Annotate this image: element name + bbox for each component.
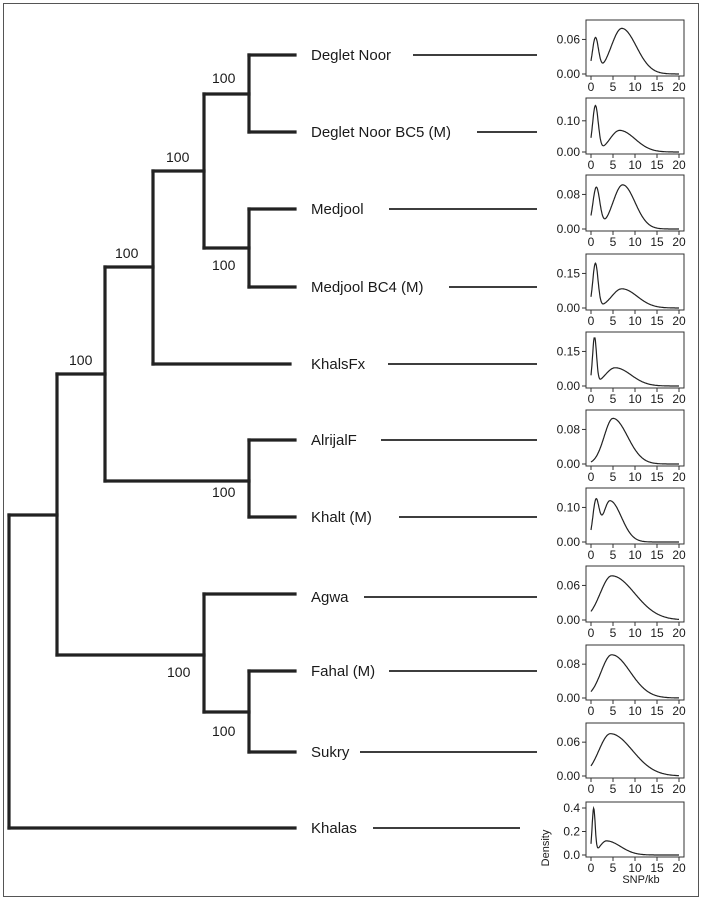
density-panel [557, 723, 686, 796]
x-tick-label: 5 [609, 782, 617, 796]
x-tick-label: 15 [650, 861, 664, 875]
panel-frame [586, 802, 684, 857]
bootstrap-value: 100 [167, 664, 191, 680]
density-panel [557, 254, 686, 328]
panel-frame [586, 723, 684, 778]
x-tick-label: 0 [587, 314, 595, 328]
y-tick-label: 0.08 [556, 422, 580, 437]
y-tick-label: 0.00 [556, 222, 580, 236]
y-tick-label: 0.00 [556, 67, 580, 81]
x-tick-label: 15 [650, 80, 664, 94]
x-tick-label: 10 [628, 158, 642, 172]
x-tick-label: 0 [587, 470, 595, 484]
x-tick-label: 0 [587, 158, 595, 172]
x-tick-label: 20 [672, 704, 686, 718]
x-tick-label: 5 [609, 861, 617, 875]
x-tick-label: 20 [672, 626, 686, 640]
y-tick-label: 0.06 [556, 578, 580, 593]
y-tick-label: 0.00 [556, 457, 580, 471]
x-tick-label: 5 [609, 704, 617, 718]
x-tick-label: 20 [672, 235, 686, 249]
x-tick-label: 5 [609, 314, 617, 328]
x-tick-label: 20 [672, 392, 686, 406]
panel-frame [586, 410, 684, 466]
x-tick-label: 5 [609, 80, 617, 94]
x-tick-label: 0 [587, 235, 595, 249]
x-tick-label: 0 [587, 626, 595, 640]
density-panel [557, 332, 686, 406]
x-tick-label: 20 [672, 158, 686, 172]
y-tick-label: 0.10 [556, 113, 580, 128]
taxon-label: Agwa [311, 589, 349, 606]
x-tick-label: 0 [587, 80, 595, 94]
x-tick-label: 15 [650, 158, 664, 172]
density-panel [557, 410, 686, 484]
y-tick-label: 0.00 [556, 535, 580, 549]
x-tick-label: 15 [650, 314, 664, 328]
y-tick-label: 0.2 [563, 824, 580, 839]
x-tick-label: 10 [628, 235, 642, 249]
x-tick-label: 0 [587, 392, 595, 406]
taxon-label: Khalt (M) [311, 509, 372, 526]
x-tick-label: 15 [650, 392, 664, 406]
taxon-label: Medjool BC4 (M) [311, 279, 424, 296]
y-tick-label: 0.0 [563, 848, 580, 862]
x-tick-label: 10 [628, 704, 642, 718]
x-tick-label: 20 [672, 80, 686, 94]
density-panel [557, 20, 686, 94]
taxon-label: Deglet Noor [311, 47, 392, 64]
taxon-label: Fahal (M) [311, 663, 376, 680]
y-tick-label: 0.00 [556, 769, 580, 783]
x-tick-label: 5 [609, 235, 617, 249]
x-tick-label: 10 [628, 314, 642, 328]
x-tick-label: 10 [628, 548, 642, 562]
x-tick-label: 15 [650, 626, 664, 640]
bootstrap-value: 100 [212, 484, 236, 500]
snp-axis-title: SNP/kb [622, 874, 660, 886]
taxon-labels [311, 47, 451, 837]
taxon-label: Khalas [311, 820, 357, 837]
x-tick-label: 15 [650, 235, 664, 249]
density-panel [557, 98, 686, 172]
bootstrap-value: 100 [166, 149, 190, 165]
bootstrap-value: 100 [212, 257, 236, 273]
bootstrap-value: 100 [212, 70, 236, 86]
taxon-label: Sukry [311, 744, 350, 761]
y-tick-label: 0.06 [556, 32, 580, 47]
x-tick-label: 10 [628, 392, 642, 406]
x-tick-label: 5 [609, 470, 617, 484]
y-tick-label: 0.06 [556, 735, 580, 750]
x-tick-label: 15 [650, 704, 664, 718]
tree-branches [9, 55, 295, 828]
y-tick-label: 0.10 [556, 500, 580, 515]
bootstrap-value: 100 [212, 723, 236, 739]
x-tick-label: 20 [672, 782, 686, 796]
y-tick-label: 0.15 [556, 344, 580, 359]
x-tick-label: 20 [672, 861, 686, 875]
x-tick-label: 10 [628, 626, 642, 640]
x-tick-label: 20 [672, 470, 686, 484]
y-tick-label: 0.00 [556, 691, 580, 705]
leader-lines [360, 55, 537, 828]
x-tick-label: 20 [672, 548, 686, 562]
density-panel [557, 566, 686, 640]
x-tick-label: 0 [587, 861, 595, 875]
y-tick-label: 0.4 [563, 801, 580, 815]
density-axis-title: Density [540, 829, 552, 867]
density-panel [557, 175, 686, 249]
y-tick-label: 0.08 [556, 187, 580, 202]
bootstrap-value: 100 [115, 245, 139, 261]
y-tick-label: 0.15 [556, 266, 580, 281]
density-panel [563, 801, 686, 875]
x-tick-label: 0 [587, 704, 595, 718]
panel-frame [586, 98, 684, 154]
y-tick-label: 0.00 [556, 379, 580, 393]
taxon-label: KhalsFx [311, 356, 366, 373]
x-tick-label: 0 [587, 782, 595, 796]
y-tick-label: 0.00 [556, 145, 580, 159]
x-tick-label: 20 [672, 314, 686, 328]
density-panel [557, 488, 686, 562]
taxon-label: Medjool [311, 201, 364, 218]
x-tick-label: 10 [628, 470, 642, 484]
x-tick-label: 10 [628, 80, 642, 94]
x-tick-label: 10 [628, 861, 642, 875]
y-tick-label: 0.00 [556, 613, 580, 627]
taxon-label: AlrijalF [311, 432, 357, 449]
panel-frame [586, 20, 684, 76]
x-tick-label: 15 [650, 470, 664, 484]
y-tick-label: 0.08 [556, 657, 580, 672]
taxon-label: Deglet Noor BC5 (M) [311, 124, 452, 141]
x-tick-label: 5 [609, 158, 617, 172]
x-tick-label: 10 [628, 782, 642, 796]
y-tick-label: 0.00 [556, 301, 580, 315]
x-tick-label: 5 [609, 548, 617, 562]
bootstrap-value: 100 [69, 352, 93, 368]
x-tick-label: 15 [650, 548, 664, 562]
x-tick-label: 15 [650, 782, 664, 796]
panel-frame [586, 488, 684, 544]
x-tick-label: 5 [609, 626, 617, 640]
x-tick-label: 0 [587, 548, 595, 562]
density-panel [557, 645, 686, 718]
x-tick-label: 5 [609, 392, 617, 406]
density-panels [557, 20, 686, 875]
